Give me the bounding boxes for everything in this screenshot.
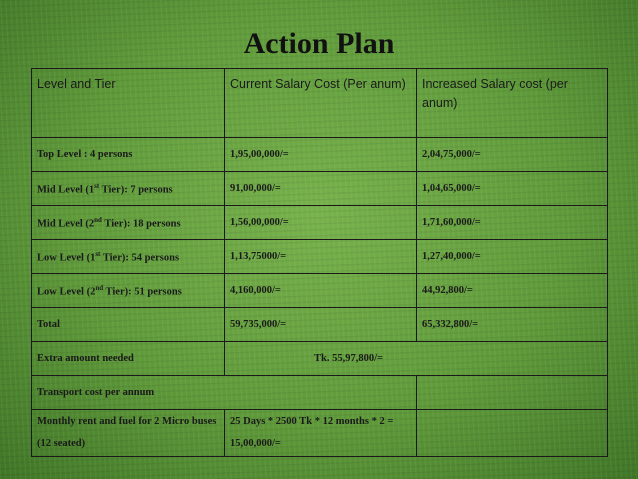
table-row [32,138,608,172]
table-row [32,172,608,206]
extra-amount-value: Tk. 55,97,800/= [225,342,608,376]
increased-salary-cell: 44,92,800/= [417,274,608,308]
total-label-cell: Total [32,308,225,342]
increased-salary-cell: 1,27,40,000/= [417,240,608,274]
table-row-extra [32,342,608,376]
table-row [32,206,608,240]
slide-title: Action Plan [243,27,395,60]
level-cell: Top Level : 4 persons [32,138,225,172]
table-row-transport [32,376,608,410]
table-row-total [32,308,608,342]
monthly-rent-value: 25 Days * 2500 Tk * 12 months * 2 = 15,00,000/= [225,410,417,457]
table-row-monthly [32,410,608,457]
table-row [32,274,608,308]
increased-salary-cell: 2,04,75,000/= [417,138,608,172]
header-increased-salary: Increased Salary cost (per anum) [417,69,608,138]
level-cell: Mid Level (1st Tier): 7 persons [32,172,225,206]
transport-cost-label: Transport cost per annum [32,376,417,410]
current-salary-cell: 4,160,000/= [225,274,417,308]
monthly-rent-label: Monthly rent and fuel for 2 Micro buses (12 seated) [32,410,225,457]
level-cell: Low Level (2nd Tier): 51 persons [32,274,225,308]
extra-amount-label: Extra amount needed [32,342,225,376]
transport-cost-empty [417,376,608,410]
header-current-salary: Current Salary Cost (Per anum) [225,69,417,138]
table-header-row [32,69,608,138]
monthly-rent-empty [417,410,608,457]
total-current-cell: 59,735,000/= [225,308,417,342]
total-increased-cell: 65,332,800/= [417,308,608,342]
table-row [32,240,608,274]
increased-salary-cell: 1,71,60,000/= [417,206,608,240]
current-salary-cell: 91,00,000/= [225,172,417,206]
current-salary-cell: 1,95,00,000/= [225,138,417,172]
action-plan-table [31,68,608,457]
level-cell: Mid Level (2nd Tier): 18 persons [32,206,225,240]
level-cell: Low Level (1st Tier): 54 persons [32,240,225,274]
current-salary-cell: 1,56,00,000/= [225,206,417,240]
header-level-tier: Level and Tier [32,69,225,138]
increased-salary-cell: 1,04,65,000/= [417,172,608,206]
current-salary-cell: 1,13,75000/= [225,240,417,274]
